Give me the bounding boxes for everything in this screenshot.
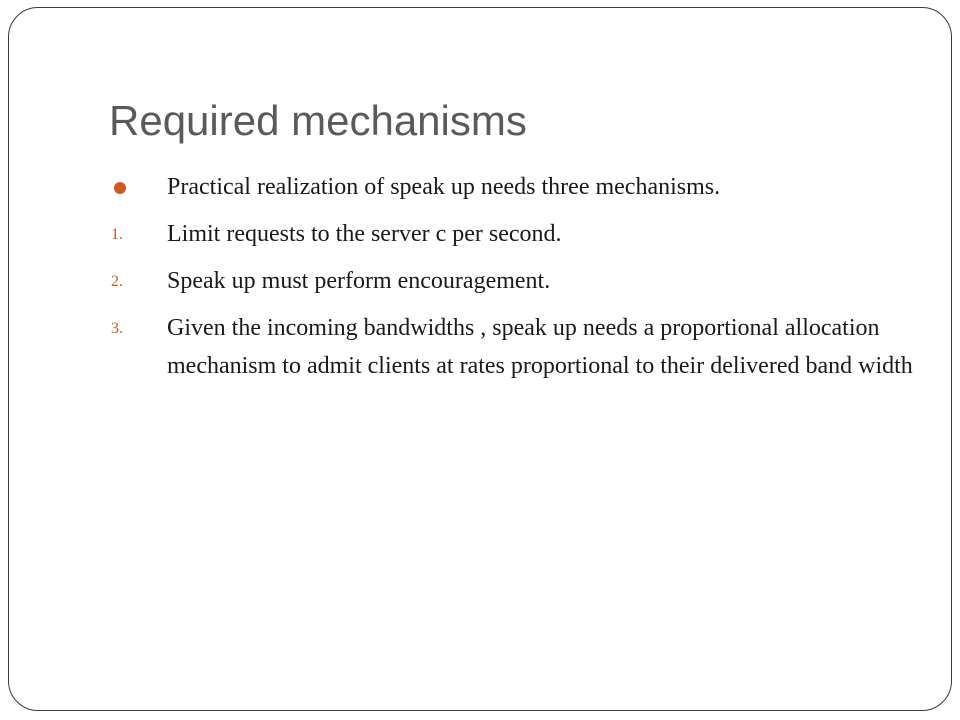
slide bbox=[8, 7, 952, 711]
item-number: 1. bbox=[111, 226, 123, 243]
bullet-item-text: Practical realization of speak up needs three mechanisms. bbox=[167, 174, 721, 200]
slide-title: Required mechanisms bbox=[109, 97, 527, 144]
numbered-item-text: Limit requests to the server c per second. bbox=[167, 221, 562, 247]
numbered-item-2 bbox=[109, 262, 929, 300]
numbered-item-text: Given the incoming bandwidths , speak up needs a proportional allocation mechanism to admit clients at rates proportional to their delivered band width bbox=[167, 315, 913, 379]
numbered-item-1 bbox=[109, 215, 929, 253]
numbered-item-text: Speak up must perform encouragement. bbox=[167, 268, 551, 294]
bullet-list bbox=[109, 168, 929, 394]
item-number: 2. bbox=[111, 273, 123, 290]
bullet-item bbox=[109, 168, 929, 206]
numbered-item-3 bbox=[109, 309, 929, 385]
item-number: 3. bbox=[111, 320, 123, 337]
dot-bullet-icon bbox=[114, 182, 126, 194]
